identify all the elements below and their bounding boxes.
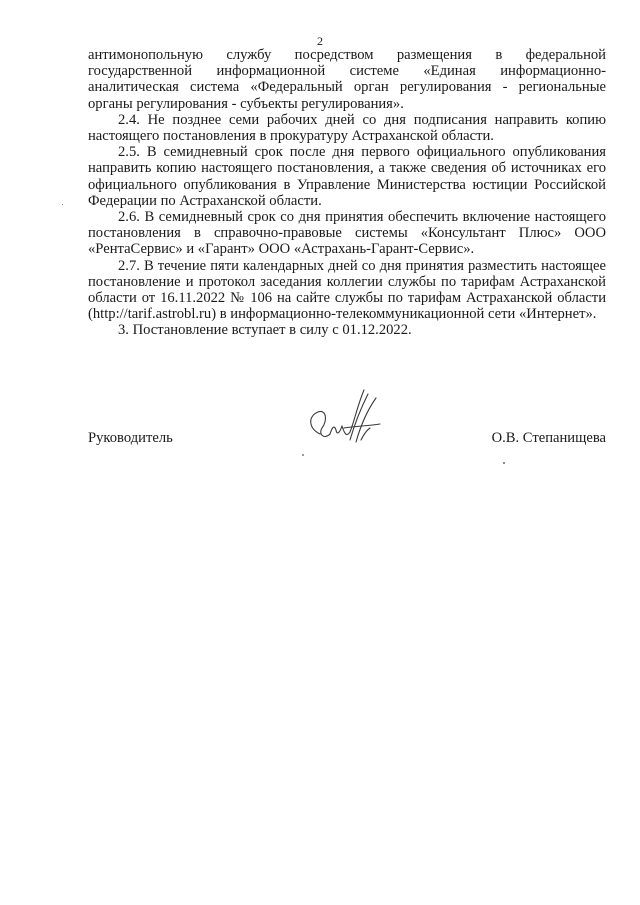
paragraph-2-7: 2.7. В течение пяти календарных дней со дня принятия разместить настоящее постановление и протокол заседания коллегии службы по тарифам Астраханской области от 16.11.2022 № 106 на сайте службы по тарифам Астраханской области (http://tarif.astrobl.ru) в информационно-телекоммуникационной сети «Интернет».: [88, 257, 606, 323]
scan-speck: [503, 462, 505, 464]
paragraph-2-4: 2.4. Не позднее семи рабочих дней со дня подписания направить копию настоящего постановления в прокуратуру Астраханской области.: [88, 111, 606, 145]
document-body: [88, 47, 606, 339]
paragraph-2-5: 2.5. В семидневный срок после дня первого официального опубликования направить копию настоящего постановления, а также сведения об источниках его официального опубликования в Управление Министерства юстиции Российской Федерации по Астраханской области.: [88, 144, 606, 209]
signer-name: О.В. Степанищева: [491, 430, 606, 446]
paragraph-3: 3. Постановление вступает в силу с 01.12.2022.: [118, 322, 412, 339]
page-number: 2: [317, 34, 323, 48]
paragraph-continuation: антимонопольную службу посредством размещения в федеральной государственной информационной системе «Единая информационно-аналитическая система «Федеральный орган регулирования - региональные органы регулирования - субъекты регулирования».: [88, 47, 606, 112]
signature-block: [88, 430, 606, 460]
scan-speck: [62, 204, 63, 205]
signer-title: Руководитель: [88, 430, 173, 446]
paragraph-2-6: 2.6. В семидневный срок со дня принятия обеспечить включение настоящего постановления в справочно-правовые системы «Консультант Плюс» ООО «РентаСервис» и «Гарант» ООО «Астрахань-Гарант-Сервис».: [88, 209, 606, 258]
